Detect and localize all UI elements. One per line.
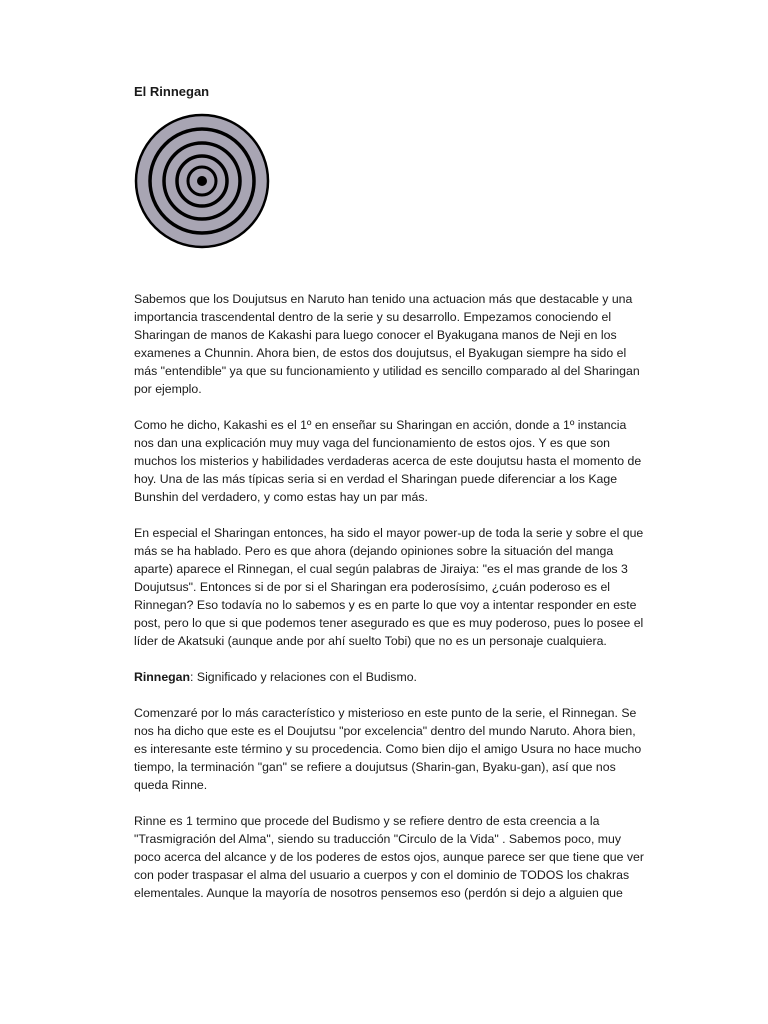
section-heading-bold: Rinnegan bbox=[134, 670, 191, 684]
paragraph-2: Como he dicho, Kakashi es el 1º en enseñar su Sharingan en acción, donde a 1º instancia nos dan una explicación muy muy vaga del funcionamiento de estos ojos. Y es que son muchos los misterios y habilidades verdaderas acerca de este doujutsu hasta el momento de hoy. Una de las más típicas seria si en verdad el Sharingan puede diferenciar a los Kage Bunshin del verdadero, y como estas hay un par más. bbox=[134, 418, 642, 504]
page-title: El Rinnegan bbox=[134, 84, 210, 99]
rinnegan-eye-illustration bbox=[133, 112, 271, 250]
paragraph-3: En especial el Sharingan entonces, ha sido el mayor power-up de toda la serie y sobre el que más se ha hablado. Pero es que ahora (dejando opiniones sobre la situación del manga aparte) aparece el Rinnegan, el cual según palabras de Jiraiya: "es el mas grande de los 3 Doujutsus". Entonces si de por si el Sharingan era poderosísimo, ¿cuán poderoso es el Rinnegan? Eso todavía no lo sabemos y es en parte lo que voy a intentar responder en este post, pero lo que si que podemos tener asegurado es que es muy poderoso, pues lo posee el líder de Akatsuki (aunque ande por ahí suelto Tobi) que no es un personaje cualquiera. bbox=[134, 526, 644, 648]
section-heading bbox=[134, 668, 646, 686]
paragraph-1: Sabemos que los Doujutsus en Naruto han tenido una actuacion más que destacable y una importancia trascendental dentro de la serie y su desarrollo. Empezamos conociendo el Sharingan de manos de Kakashi para luego conocer el Byakugana manos de Neji en los examenes a Chunnin. Ahora bien, de estos dos doujutsus, el Byakugan siempre ha sido el más "entendible" ya que su funcionamiento y utilidad es sencillo comparado al del Sharingan por ejemplo. bbox=[134, 292, 640, 396]
pupil bbox=[197, 176, 207, 186]
section-heading-rest: : Significado y relaciones con el Budismo. bbox=[190, 670, 417, 684]
paragraph-5: Rinne es 1 termino que procede del Budismo y se refiere dentro de esta creencia a la "Trasmigración del Alma", siendo su traducción "Circulo de la Vida" . Sabemos poco, muy poco acerca del alcance y de los poderes de estos ojos, aunque parece ser que tiene que ver con poder traspasar el alma del usuario a cuerpos y con el dominio de TODOS los chakras elementales. Aunque la mayoría de nosotros pensemos eso (perdón si dejo a alguien que bbox=[134, 814, 644, 900]
article-body bbox=[134, 290, 646, 920]
paragraph-4: Comenzaré por lo más característico y misterioso en este punto de la serie, el Rinnegan. Se nos ha dicho que este es el Doujutsu "por excelencia" dentro del mundo Naruto. Ahora bien, es interesante este término y su procedencia. Como bien dijo el amigo Usura no hace mucho tiempo, la terminación "gan" se refiere a doujutsus (Sharin-gan, Byaku-gan), así que nos queda Rinne. bbox=[134, 706, 642, 792]
